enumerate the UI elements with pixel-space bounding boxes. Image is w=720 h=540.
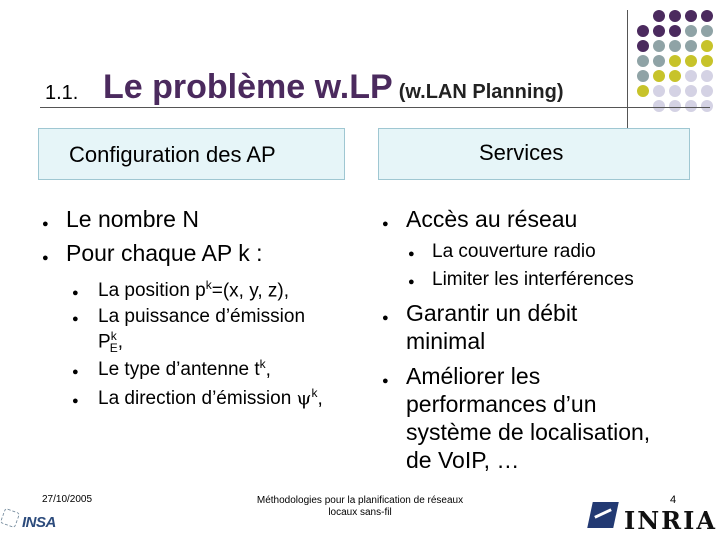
decorative-dot: [653, 25, 665, 37]
bullet-icon: ●: [42, 252, 49, 264]
right-heading: Services: [479, 140, 564, 165]
decorative-dot-grid: [635, 8, 715, 118]
bullet-icon: ●: [382, 218, 389, 230]
decorative-dot: [653, 10, 665, 22]
right-item-improve-line4: de VoIP, …: [406, 447, 520, 473]
decorative-dot: [637, 55, 649, 67]
decorative-dot: [669, 40, 681, 52]
bullet-icon: ●: [42, 218, 49, 230]
decorative-dot: [701, 70, 713, 82]
bullet-icon: ●: [72, 287, 79, 300]
decorative-dot: [669, 10, 681, 22]
left-subitem-power-symbol: $P^k_E$,: [98, 329, 123, 356]
decorative-dot: [637, 40, 649, 52]
title-subtitle: (w.LAN Planning): [398, 81, 564, 103]
section-number: 1.1.: [45, 82, 79, 104]
right-item-improve: ● Améliorer les: [382, 363, 541, 389]
decorative-dot: [637, 70, 649, 82]
bullet-icon: ●: [382, 312, 389, 324]
bullet-icon: ●: [408, 248, 415, 260]
insa-logo: INSA: [2, 508, 62, 536]
right-heading-box: [378, 128, 690, 180]
decorative-dot: [637, 85, 649, 97]
page-title: [103, 68, 563, 107]
left-heading: Configuration des AP: [69, 142, 276, 167]
bullet-icon: ●: [382, 375, 389, 387]
decorative-dot: [701, 100, 713, 112]
decorative-dot: [669, 85, 681, 97]
header-vertical-divider: [627, 10, 628, 128]
decorative-dot: [685, 85, 697, 97]
decorative-dot: [669, 55, 681, 67]
decorative-dot: [701, 40, 713, 52]
footer-date: 27/10/2005: [42, 494, 93, 505]
decorative-dot: [685, 100, 697, 112]
bullet-icon: ●: [72, 395, 79, 408]
right-item-throughput: ● Garantir un débit: [382, 300, 578, 326]
decorative-dot: [701, 55, 713, 67]
bullet-icon: ●: [72, 313, 79, 325]
decorative-dot: [685, 70, 697, 82]
decorative-dot: [685, 25, 697, 37]
left-subitem-position: ● La position $p^k=(x$, y, z),: [72, 278, 289, 302]
decorative-dot: [653, 40, 665, 52]
right-item-improve-line3: système de localisation,: [406, 419, 651, 445]
right-subitem-interference: ● Limiter les interférences: [408, 269, 634, 290]
right-item-throughput-line2: minimal: [406, 328, 486, 354]
decorative-dot: [685, 40, 697, 52]
left-item-2: ● Pour chaque AP k :: [42, 240, 263, 266]
decorative-dot: [669, 70, 681, 82]
decorative-dot: [701, 85, 713, 97]
decorative-dot: [685, 10, 697, 22]
decorative-dot: [637, 25, 649, 37]
bullet-icon: ●: [408, 276, 415, 288]
right-item-improve-line2: performances d’un: [406, 391, 597, 417]
decorative-dot: [669, 100, 681, 112]
page-number: 4: [670, 494, 677, 506]
decorative-dot: [701, 25, 713, 37]
right-item-access: ● Accès au réseau: [382, 206, 578, 232]
decorative-dot: [653, 100, 665, 112]
left-item-1: ● Le nombre N: [42, 206, 199, 232]
decorative-dot: [653, 70, 665, 82]
footer-center: Méthodologies pour la planification de réseaux locaux sans-fil: [256, 495, 464, 518]
left-subitem-power: ● La puissance d’émission: [72, 306, 306, 327]
decorative-dot: [701, 10, 713, 22]
left-subitem-antenna: ● Le type d’antenne $t^k$,: [72, 357, 271, 381]
title-text: Le problème w.LP: [103, 68, 393, 106]
bullet-icon: ●: [72, 366, 79, 379]
decorative-dot: [685, 55, 697, 67]
left-subitem-direction: ● La direction d’émission $\psi^k$,: [72, 386, 323, 410]
header-horizontal-divider: [40, 107, 710, 108]
left-heading-box: [38, 128, 345, 180]
decorative-dot: [653, 55, 665, 67]
right-subitem-coverage: ● La couverture radio: [408, 241, 596, 262]
decorative-dot: [653, 85, 665, 97]
decorative-dot: [669, 25, 681, 37]
inria-logo: INRIA: [590, 498, 718, 540]
